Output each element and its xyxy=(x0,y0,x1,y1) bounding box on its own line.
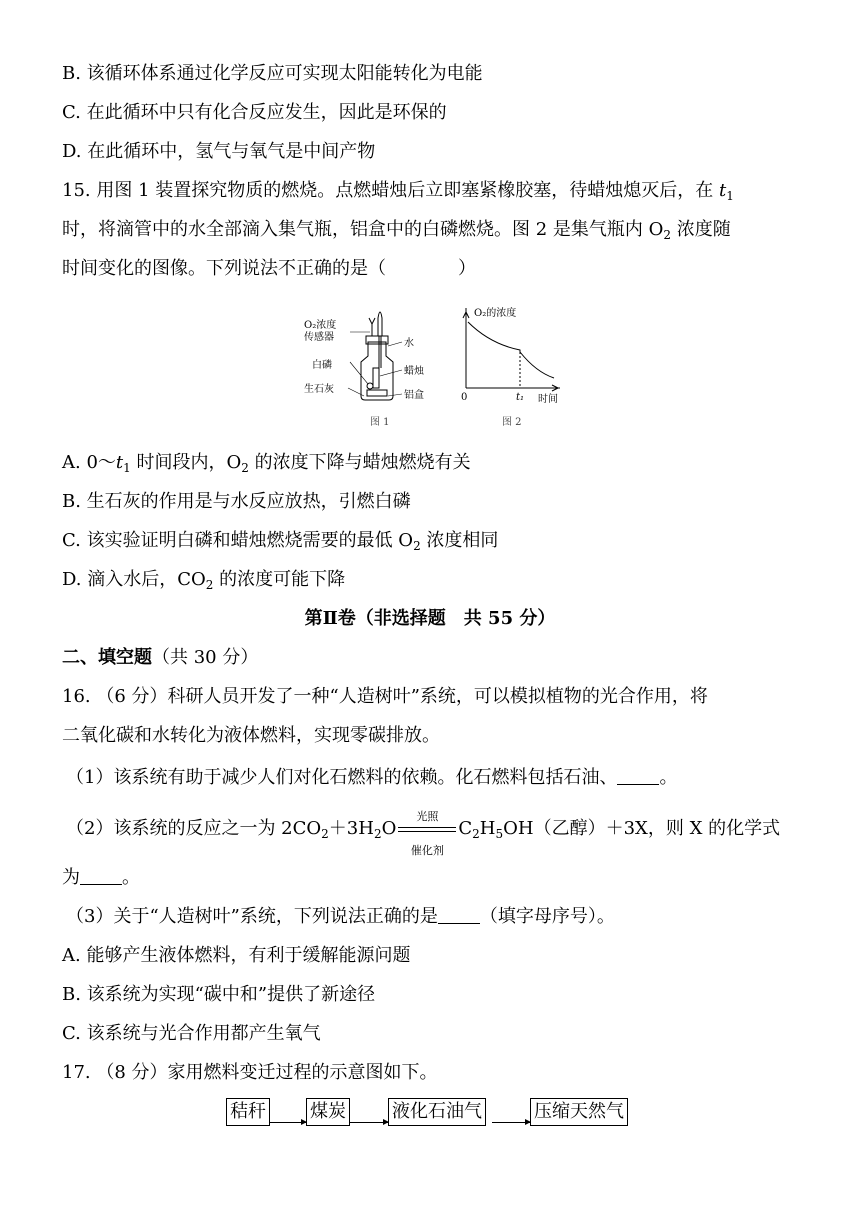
q16-option-a: A. 能够产生液体燃料，有利于缓解能源问题 xyxy=(62,945,411,966)
sensor-probe xyxy=(369,318,375,336)
q16-sub1: （1）该系统有助于减少人们对化石燃料的依赖。化石燃料包括石油、 。 xyxy=(66,767,678,788)
q15-option-d: D. 滴入水后，$CO_2$ 的浓度可能下降 xyxy=(62,569,346,592)
flow-box-coal: 煤炭 xyxy=(306,1098,350,1126)
label-candle: 蜡烛 xyxy=(404,366,424,377)
q15-stem-line3: 时间变化的图像。下列说法不正确的是（ ） xyxy=(62,258,476,279)
q15-option-a: A. $0\sim t_1$ 时间段内，$O_2$ 的浓度下降与蜡烛燃烧有关 xyxy=(62,452,471,475)
answer-blank-3[interactable] xyxy=(438,905,480,924)
q15-figure xyxy=(290,298,580,442)
dropper-bulb xyxy=(378,312,382,336)
q16-sub2: （2）该系统的反应之一为 $2CO_2+3H_2O$ 光照 催化剂 $C_2H_5OH$（乙醇）＋3X，则 X 的化学式 xyxy=(66,810,781,857)
flow-arrow-2 xyxy=(350,1122,388,1123)
fig2-caption: 图 2 xyxy=(502,417,522,428)
q16-sub3: （3）关于“人造树叶”系统，下列说法正确的是 （填字母序号）。 xyxy=(66,906,615,927)
fig2-origin: 0 xyxy=(461,392,468,403)
o2-concentration-curve xyxy=(468,322,554,378)
q14-option-b: B. 该循环体系通过化学反应可实现太阳能转化为电能 xyxy=(62,63,483,84)
dropper-tube xyxy=(379,336,381,368)
part2-heading: 二、填空题（共 30 分） xyxy=(62,647,259,668)
q16-sub2-line2: 为 。 xyxy=(62,867,140,888)
experiment-figure xyxy=(290,298,580,438)
rubber-stopper xyxy=(366,336,388,344)
label-quicklime: 生石灰 xyxy=(304,384,334,395)
q16-option-b: B. 该系统为实现“碳中和”提供了新途径 xyxy=(62,984,376,1005)
candle-body xyxy=(373,368,379,388)
q15-option-b: B. 生石灰的作用是与水反应放热，引燃白磷 xyxy=(62,491,411,512)
q16-stem-line1: 16. （6 分）科研人员开发了一种“人造树叶”系统，可以模拟植物的光合作用，将 xyxy=(62,686,708,707)
q15-stem-line1: 15. 用图 1 装置探究物质的燃烧。点燃蜡烛后立即塞紧橡胶塞，待蜡烛熄灭后，在 $t_1$ xyxy=(62,180,734,203)
flow-box-straw: 秸秆 xyxy=(226,1098,270,1126)
label-o2-sensor-1: O₂浓度 xyxy=(304,320,337,331)
gas-bottle xyxy=(361,342,393,400)
answer-blank-2[interactable] xyxy=(80,866,122,885)
label-aluminum-box: 铝盒 xyxy=(404,390,424,401)
flow-box-cng: 压缩天然气 xyxy=(530,1098,628,1126)
q14-option-c: C. 在此循环中只有化合反应发生，因此是环保的 xyxy=(62,102,447,123)
aluminum-box xyxy=(367,390,387,396)
flow-arrow-3 xyxy=(492,1122,530,1123)
q15-stem-line2: 时，将滴管中的水全部滴入集气瓶，铝盒中的白磷燃烧。图 2 是集气瓶内 $O_2$ 浓度随 xyxy=(62,219,731,242)
q16-option-c: C. 该系统与光合作用都产生氧气 xyxy=(62,1023,321,1044)
fig2-xlabel: 时间 xyxy=(538,394,558,405)
q14-option-d: D. 在此循环中，氢气与氧气是中间产物 xyxy=(62,141,376,162)
answer-blank-1[interactable] xyxy=(617,766,659,785)
label-water: 水 xyxy=(404,338,414,349)
fig2-ylabel: O₂的浓度 xyxy=(474,308,517,319)
flow-arrow-1 xyxy=(270,1122,306,1123)
flow-box-lpg: 液化石油气 xyxy=(388,1098,486,1126)
q16-stem-line2: 二氧化碳和水转化为液体燃料，实现零碳排放。 xyxy=(62,725,440,746)
section-title: 第Ⅱ卷（非选择题 共 55 分） xyxy=(304,608,556,629)
reaction-condition: 光照 催化剂 xyxy=(396,817,458,841)
label-o2-sensor-2: 传感器 xyxy=(304,332,334,343)
q17-stem: 17. （8 分）家用燃料变迁过程的示意图如下。 xyxy=(62,1062,438,1083)
fig2-t1: t₁ xyxy=(516,392,525,403)
label-white-phosphorus: 白磷 xyxy=(312,360,332,371)
fig1-caption: 图 1 xyxy=(370,417,390,428)
q15-option-c: C. 该实验证明白磷和蜡烛燃烧需要的最低 $O_2$ 浓度相同 xyxy=(62,530,499,553)
